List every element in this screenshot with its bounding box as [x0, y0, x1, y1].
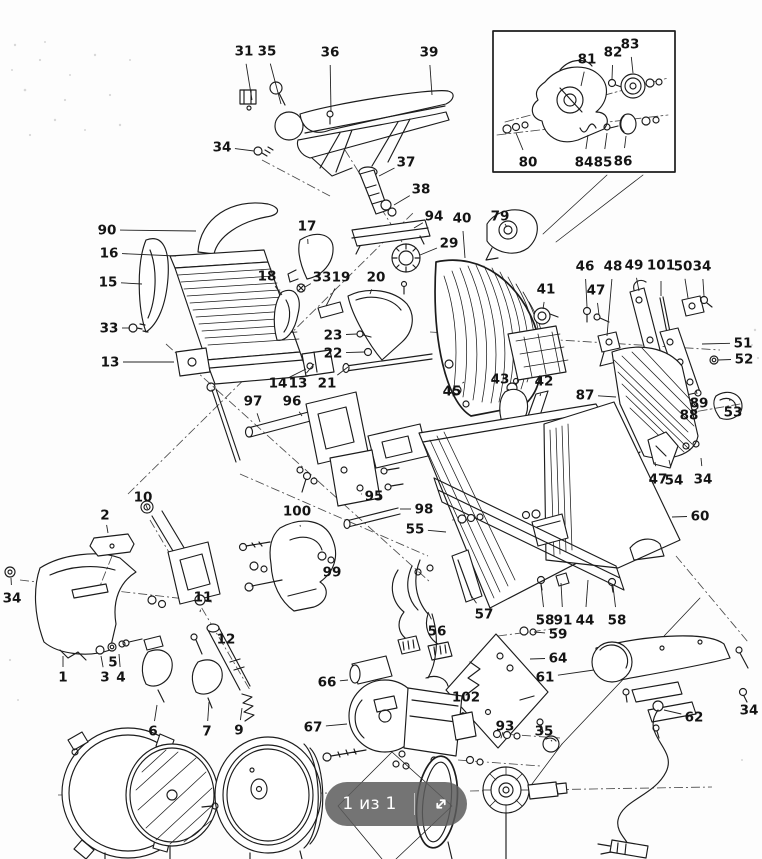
- part-label-85: 85: [593, 154, 613, 171]
- page-indicator-pill[interactable]: [325, 782, 467, 826]
- part-label-15: 15: [98, 274, 118, 291]
- part-label-66: 66: [317, 674, 337, 691]
- part-label-93: 93: [495, 718, 515, 735]
- part-label-9: 9: [234, 722, 244, 739]
- part-label-97: 97: [243, 393, 263, 410]
- part-label-34: 34: [2, 590, 22, 607]
- part-label-16: 16: [99, 245, 119, 262]
- left-bracket-assembly: [2, 501, 254, 721]
- part-label-48: 48: [603, 258, 623, 275]
- part-label-17: 17: [297, 218, 317, 235]
- part-label-90: 90: [97, 222, 117, 239]
- part-label-35: 35: [257, 43, 277, 60]
- part-label-11: 11: [193, 589, 213, 606]
- expand-icon: [431, 794, 451, 814]
- part-label-83: 83: [620, 36, 640, 53]
- part-label-53: 53: [723, 404, 743, 421]
- part-label-10: 10: [133, 489, 153, 506]
- part-label-13: 13: [100, 354, 120, 371]
- part-label-96: 96: [282, 393, 302, 410]
- part-label-40: 40: [452, 210, 472, 227]
- part-label-2: 2: [100, 507, 110, 524]
- carriage-arm-assembly: [240, 82, 453, 176]
- part-label-49: 49: [624, 257, 644, 274]
- part-label-57: 57: [474, 606, 494, 623]
- part-label-46: 46: [575, 258, 595, 275]
- part-label-58: 58: [607, 612, 627, 629]
- part-label-95: 95: [364, 488, 384, 505]
- part-label-101: 101: [646, 257, 676, 274]
- wire-harness: [392, 560, 452, 678]
- part-label-44: 44: [575, 612, 595, 629]
- part-label-6: 6: [148, 723, 158, 740]
- part-label-41: 41: [536, 281, 556, 298]
- sharpener-mount: [486, 175, 643, 260]
- part-label-60: 60: [690, 508, 710, 525]
- part-label-87: 87: [575, 387, 595, 404]
- part-label-100: 100: [282, 503, 312, 520]
- part-label-67: 67: [303, 719, 323, 736]
- part-label-21: 21: [317, 375, 337, 392]
- part-label-19: 19: [331, 269, 351, 286]
- part-label-3: 3: [100, 669, 110, 686]
- part-label-59: 59: [548, 626, 568, 643]
- part-label-34: 34: [739, 702, 759, 719]
- part-label-22: 22: [323, 345, 343, 362]
- part-label-64: 64: [548, 650, 568, 667]
- part-label-13: 13: [288, 375, 308, 392]
- blade-and-covers: [62, 728, 323, 859]
- part-label-38: 38: [411, 181, 431, 198]
- part-label-88: 88: [679, 407, 699, 424]
- part-label-102: 102: [451, 689, 481, 706]
- part-label-42: 42: [534, 373, 554, 390]
- part-label-33: 33: [99, 320, 119, 337]
- part-label-5: 5: [108, 654, 118, 671]
- part-label-50: 50: [673, 258, 693, 275]
- part-label-84: 84: [574, 154, 594, 171]
- part-label-34: 34: [692, 258, 712, 275]
- part-label-33: 33: [312, 269, 332, 286]
- part-label-62: 62: [684, 709, 704, 726]
- part-label-1: 1: [58, 669, 68, 686]
- part-label-55: 55: [405, 521, 425, 538]
- part-label-81: 81: [577, 51, 597, 68]
- part-label-51: 51: [733, 335, 753, 352]
- part-label-58: 58: [535, 612, 555, 629]
- part-label-47: 47: [648, 471, 668, 488]
- part-label-91: 91: [553, 612, 573, 629]
- part-label-61: 61: [535, 669, 555, 686]
- foot-arm-and-cord: [592, 636, 748, 858]
- part-label-52: 52: [734, 351, 754, 368]
- part-label-18: 18: [257, 268, 277, 285]
- part-label-56: 56: [427, 623, 447, 640]
- part-label-45: 45: [442, 383, 462, 400]
- part-label-43: 43: [490, 371, 510, 388]
- part-label-12: 12: [216, 631, 236, 648]
- part-label-89: 89: [689, 395, 709, 412]
- part-label-34: 34: [693, 471, 713, 488]
- part-label-80: 80: [518, 154, 538, 171]
- part-label-98: 98: [414, 501, 434, 518]
- part-label-4: 4: [116, 669, 126, 686]
- part-label-14: 14: [268, 375, 288, 392]
- part-label-37: 37: [396, 154, 416, 171]
- part-label-34: 34: [212, 139, 232, 156]
- part-label-7: 7: [202, 723, 212, 740]
- part-label-31: 31: [234, 43, 254, 60]
- part-label-20: 20: [366, 269, 386, 286]
- fullscreen-button[interactable]: [415, 782, 467, 826]
- part-label-82: 82: [603, 44, 623, 61]
- part-label-29: 29: [439, 235, 459, 252]
- part-label-54: 54: [664, 472, 684, 489]
- part-label-47: 47: [586, 282, 606, 299]
- part-label-36: 36: [320, 44, 340, 61]
- part-label-35: 35: [534, 723, 554, 740]
- part-label-39: 39: [419, 44, 439, 61]
- page-indicator: 1 из 1: [342, 794, 397, 814]
- part-label-23: 23: [323, 327, 343, 344]
- part-label-79: 79: [490, 208, 510, 225]
- part-label-94: 94: [424, 208, 444, 225]
- part-label-99: 99: [322, 564, 342, 581]
- part-label-86: 86: [613, 153, 633, 170]
